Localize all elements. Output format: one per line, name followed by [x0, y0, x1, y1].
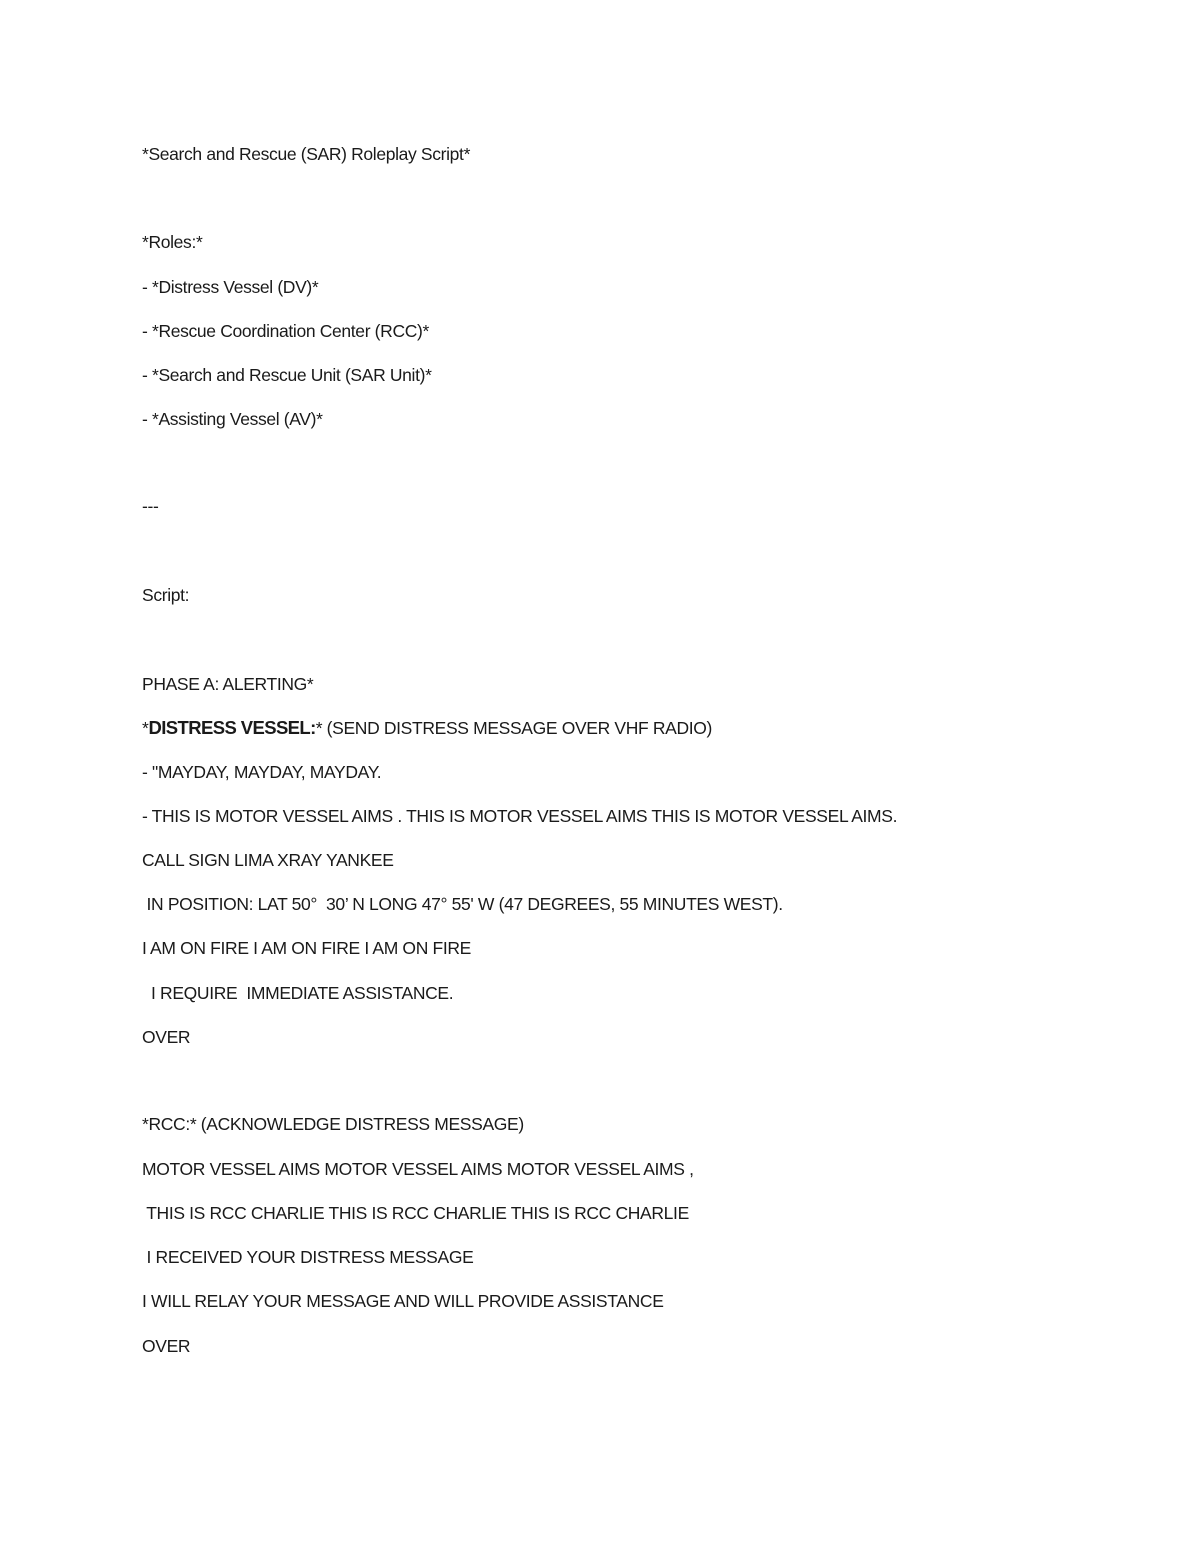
separator: ---	[142, 496, 159, 516]
dv-prefix: *	[142, 718, 149, 738]
rcc-line: I WILL RELAY YOUR MESSAGE AND WILL PROVIDE ASSISTANCE	[142, 1291, 664, 1311]
dv-line: - "MAYDAY, MAYDAY, MAYDAY.	[142, 762, 382, 782]
role-item: - *Assisting Vessel (AV)*	[142, 409, 323, 429]
document-title: *Search and Rescue (SAR) Roleplay Script*	[142, 144, 471, 164]
dv-speaker-line	[142, 719, 712, 738]
rcc-line: MOTOR VESSEL AIMS MOTOR VESSEL AIMS MOTOR VESSEL AIMS ,	[142, 1159, 694, 1179]
script-label: Script:	[142, 585, 190, 605]
dv-line: IN POSITION: LAT 50° 30’ N LONG 47° 55' W (47 DEGREES, 55 MINUTES WEST).	[142, 894, 783, 914]
role-item: - *Distress Vessel (DV)*	[142, 277, 319, 297]
rcc-line: OVER	[142, 1336, 191, 1356]
rcc-heading: *RCC:* (ACKNOWLEDGE DISTRESS MESSAGE)	[142, 1114, 524, 1134]
dv-line: I REQUIRE IMMEDIATE ASSISTANCE.	[142, 983, 454, 1003]
dv-line: CALL SIGN LIMA XRAY YANKEE	[142, 850, 394, 870]
role-item: - *Search and Rescue Unit (SAR Unit)*	[142, 365, 432, 385]
dv-line: I AM ON FIRE I AM ON FIRE I AM ON FIRE	[142, 938, 471, 958]
rcc-line: THIS IS RCC CHARLIE THIS IS RCC CHARLIE THIS IS RCC CHARLIE	[142, 1203, 689, 1223]
role-item: - *Rescue Coordination Center (RCC)*	[142, 321, 429, 341]
dv-line: OVER	[142, 1027, 191, 1047]
rcc-line: I RECEIVED YOUR DISTRESS MESSAGE	[142, 1247, 474, 1267]
dv-line: - THIS IS MOTOR VESSEL AIMS . THIS IS MOTOR VESSEL AIMS THIS IS MOTOR VESSEL AIMS.	[142, 806, 898, 826]
dv-direction: * (SEND DISTRESS MESSAGE OVER VHF RADIO)	[315, 718, 713, 738]
roles-heading: *Roles:*	[142, 232, 203, 252]
phase-a-heading: PHASE A: ALERTING*	[142, 674, 314, 694]
dv-speaker: DISTRESS VESSEL:	[148, 717, 316, 738]
